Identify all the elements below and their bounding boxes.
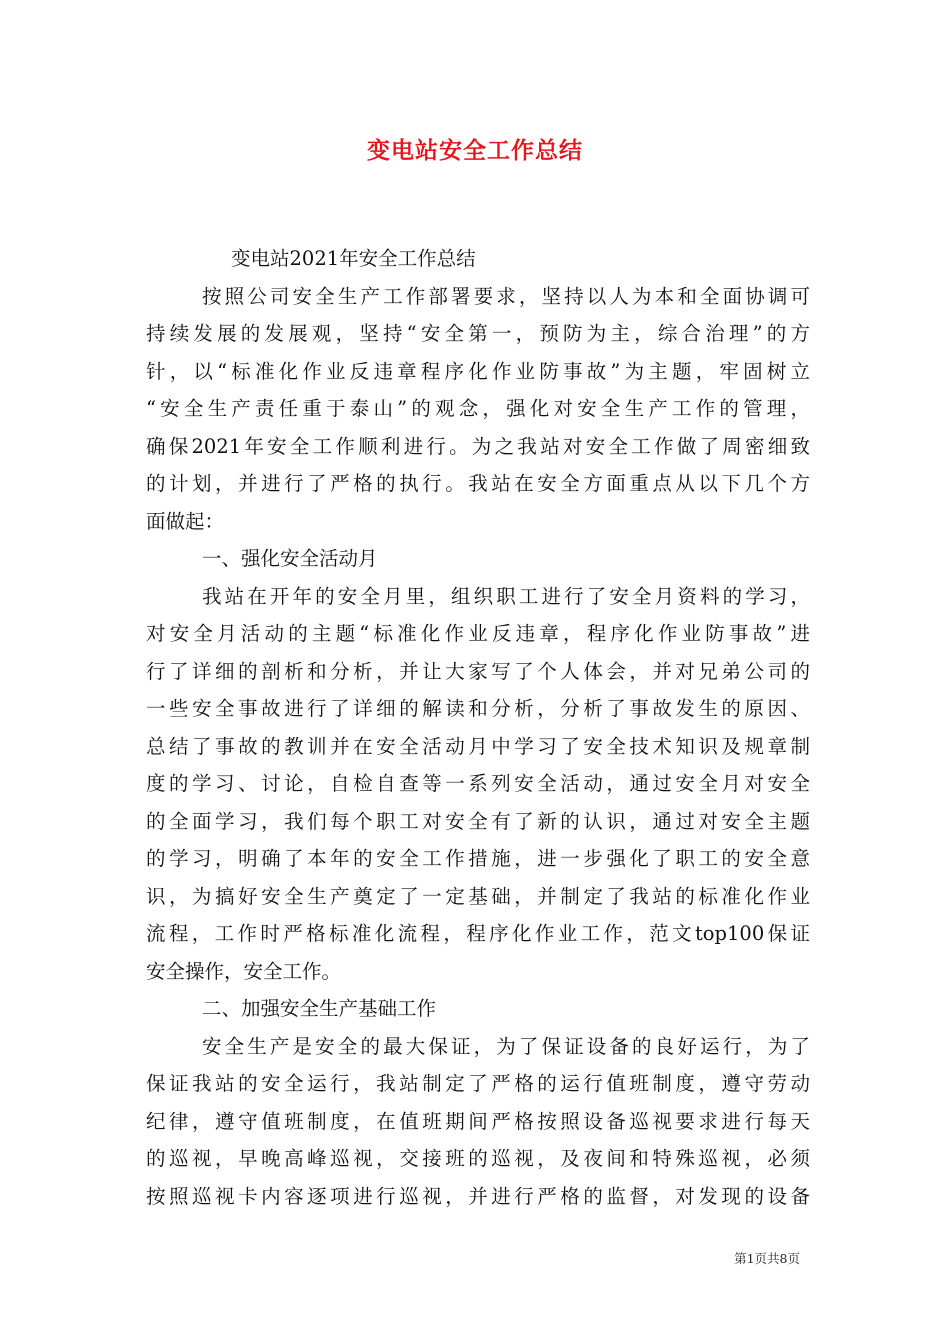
paragraph-2	[146, 578, 810, 991]
text-line: 按照公司安全生产工作部署要求，坚持以人为本和全面协调可	[202, 284, 810, 308]
text-line: 安全生产是安全的最大保证，为了保证设备的良好运行，为了	[202, 1034, 810, 1058]
text-line: 按照巡视卡内容逐项进行巡视，并进行严格的监督，对发现的设备	[146, 1184, 810, 1208]
text-line: 面做起：	[146, 509, 225, 533]
text-line: 的计划，并进行了严格的执行。我站在安全方面重点从以下几个方	[146, 472, 810, 495]
document-title: 变电站安全工作总结	[367, 137, 583, 164]
text-line: 行了详细的剖析和分析，并让大家写了个人体会，并对兄弟公司的	[146, 659, 810, 683]
page-number: 第1页共8页	[734, 1251, 800, 1266]
section-heading-2: 二、加强安全生产基础工作	[202, 997, 437, 1020]
text-line: 总结了事故的教训并在安全活动月中学习了安全技术知识及规章制	[146, 734, 810, 758]
text-line: “安全生产责任重于泰山”的观念，强化对安全生产工作的管理，	[146, 397, 810, 420]
text-line: 针，以“标准化作业反违章程序化作业防事故”为主题，牢固树立	[146, 359, 810, 383]
paragraph-3	[146, 1028, 810, 1216]
document-subtitle: 变电站2021年安全工作总结	[231, 247, 476, 270]
text-line: 确保2021年安全工作顺利进行。为之我站对安全工作做了周密细致	[146, 434, 810, 458]
text-line: 安全操作，安全工作。	[146, 959, 342, 983]
text-line: 的学习，明确了本年的安全工作措施，进一步强化了职工的安全意	[146, 847, 810, 870]
text-line: 纪律，遵守值班制度，在值班期间严格按照设备巡视要求进行每天	[146, 1109, 810, 1133]
text-line: 流程，工作时严格标准化流程，程序化作业工作，范文top100保证	[146, 922, 810, 945]
text-line: 我站在开年的安全月里，组织职工进行了安全月资料的学习，	[202, 584, 810, 608]
text-line: 持续发展的发展观，坚持“安全第一，预防为主，综合治理”的方	[146, 322, 810, 345]
text-line: 识，为搞好安全生产奠定了一定基础，并制定了我站的标准化作业	[146, 884, 810, 908]
text-line: 保证我站的安全运行，我站制定了严格的运行值班制度，遵守劳动	[146, 1072, 810, 1095]
text-line: 对安全月活动的主题“标准化作业反违章，程序化作业防事故”进	[146, 622, 810, 645]
section-heading-1: 一、强化安全活动月	[202, 547, 378, 570]
text-line: 一些安全事故进行了详细的解读和分析，分析了事故发生的原因、	[146, 697, 810, 720]
paragraph-1	[146, 278, 810, 541]
text-line: 的巡视，早晚高峰巡视，交接班的巡视，及夜间和特殊巡视，必须	[146, 1147, 810, 1170]
text-line: 的全面学习，我们每个职工对安全有了新的认识，通过对安全主题	[146, 809, 810, 833]
text-line: 度的学习、讨论，自检自查等一系列安全活动，通过安全月对安全	[146, 772, 810, 795]
document-body	[146, 240, 810, 1215]
